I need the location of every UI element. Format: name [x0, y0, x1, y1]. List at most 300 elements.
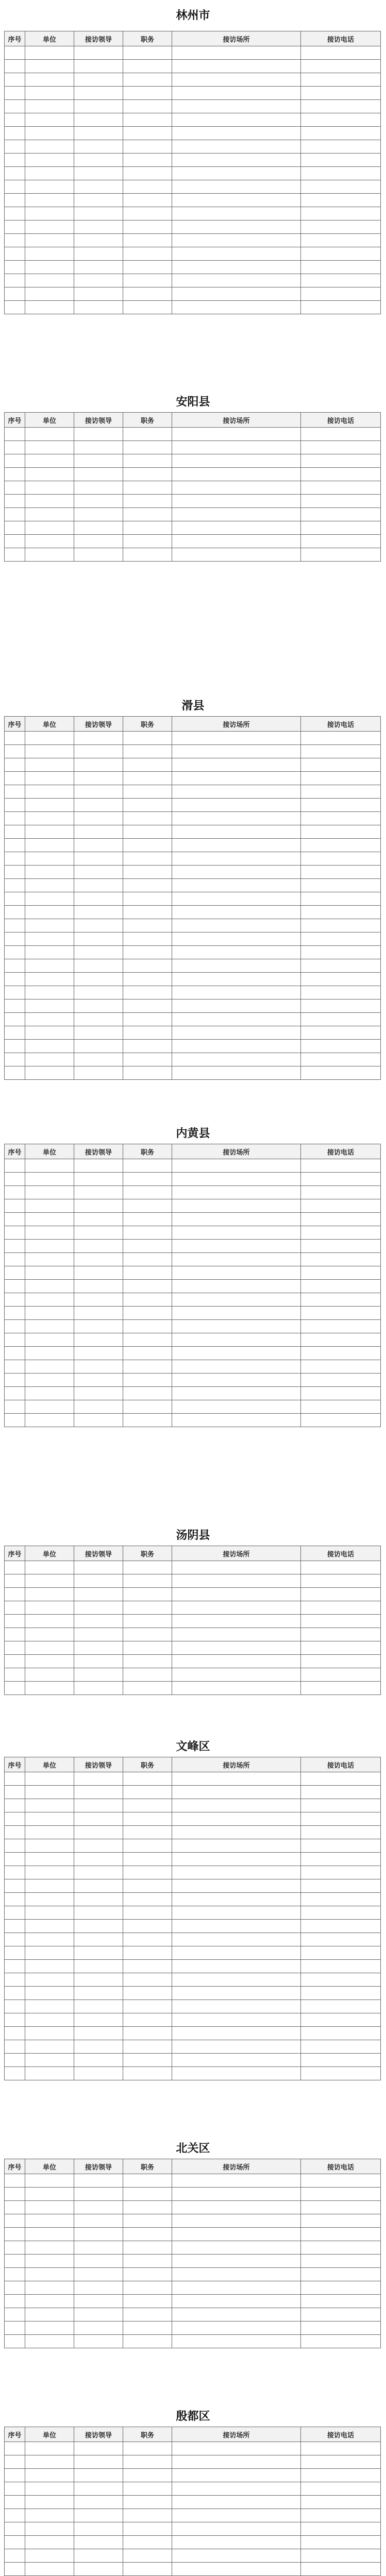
table-row: [5, 879, 381, 892]
table-cell: [74, 906, 123, 919]
table-cell: [172, 2496, 301, 2509]
table-row: [5, 745, 381, 758]
column-header: 接访领导: [74, 2427, 123, 2442]
table-cell: [25, 234, 74, 247]
table-cell: [25, 745, 74, 758]
table-row: [5, 2268, 381, 2281]
table-cell: [5, 2241, 25, 2255]
table-cell: [25, 441, 74, 454]
column-header: 接访领导: [74, 1546, 123, 1561]
table-row: [5, 1347, 381, 1360]
table-cell: [123, 1013, 172, 1026]
table-cell: [123, 1159, 172, 1173]
table-cell: [25, 2214, 74, 2228]
table-cell: [5, 892, 25, 906]
table-cell: [301, 1186, 381, 1199]
table-cell: [74, 2549, 123, 2563]
table-cell: [5, 812, 25, 825]
table-cell: [172, 1159, 301, 1173]
table-row: [5, 234, 381, 247]
table-cell: [74, 2442, 123, 2455]
table-cell: [301, 2442, 381, 2455]
table-cell: [301, 247, 381, 261]
table-cell: [172, 1561, 301, 1574]
table-cell: [25, 852, 74, 866]
table-cell: [25, 2335, 74, 2348]
table-cell: [301, 60, 381, 73]
table-cell: [25, 87, 74, 100]
table-cell: [5, 839, 25, 852]
table-cell: [172, 852, 301, 866]
table-row: [5, 1400, 381, 1414]
table-row: [5, 1333, 381, 1347]
table-cell: [74, 221, 123, 234]
column-header: 序号: [5, 413, 25, 428]
table-cell: [172, 1960, 301, 1973]
table-row: [5, 1293, 381, 1307]
table-cell: [5, 745, 25, 758]
table-cell: [123, 1946, 172, 1960]
table-cell: [5, 1013, 25, 1026]
table-cell: [301, 495, 381, 508]
table-row: [5, 2174, 381, 2188]
table-cell: [74, 2455, 123, 2469]
table-row: [5, 1040, 381, 1053]
table-cell: [123, 1320, 172, 1333]
table-cell: [123, 1987, 172, 2000]
table-cell: [172, 428, 301, 441]
table-cell: [301, 261, 381, 274]
table-cell: [301, 167, 381, 180]
table-cell: [123, 732, 172, 745]
table-cell: [5, 481, 25, 495]
table-cell: [123, 140, 172, 154]
table-row: [5, 2255, 381, 2268]
table-cell: [301, 1668, 381, 1682]
table-cell: [5, 919, 25, 933]
table-cell: [74, 799, 123, 812]
table-cell: [172, 2335, 301, 2348]
table-cell: [123, 1655, 172, 1668]
table-cell: [74, 2027, 123, 2040]
column-header: 接访电话: [301, 1757, 381, 1772]
table-cell: [5, 234, 25, 247]
table-cell: [5, 2013, 25, 2027]
table-cell: [172, 234, 301, 247]
table-cell: [74, 2509, 123, 2522]
table-cell: [74, 2228, 123, 2241]
table-cell: [123, 1374, 172, 1387]
table-cell: [74, 1173, 123, 1186]
table-cell: [25, 785, 74, 799]
roster-section: [0, 1123, 386, 1427]
table-cell: [5, 1159, 25, 1173]
table-cell: [301, 127, 381, 140]
table-cell: [25, 154, 74, 167]
table-row: [5, 508, 381, 521]
table-cell: [74, 1772, 123, 1786]
table-row: [5, 1240, 381, 1253]
table-row: [5, 2228, 381, 2241]
table-row: [5, 973, 381, 986]
table-row: [5, 1879, 381, 1893]
table-cell: [172, 1906, 301, 1920]
table-cell: [172, 495, 301, 508]
table-cell: [25, 2281, 74, 2295]
column-header: 序号: [5, 31, 25, 46]
column-header: 接访电话: [301, 2427, 381, 2442]
table-cell: [25, 274, 74, 287]
table-cell: [123, 745, 172, 758]
table-header-row: [5, 31, 381, 46]
roster-section: [0, 2138, 386, 2348]
table-cell: [301, 2013, 381, 2027]
table-row: [5, 2241, 381, 2255]
table-cell: [123, 428, 172, 441]
table-cell: [123, 2013, 172, 2027]
table-cell: [74, 2308, 123, 2321]
table-header-row: [5, 717, 381, 732]
table-cell: [5, 772, 25, 785]
table-cell: [301, 2522, 381, 2536]
table-cell: [74, 2536, 123, 2549]
table-cell: [25, 481, 74, 495]
table-row: [5, 1987, 381, 2000]
table-cell: [74, 1266, 123, 1280]
table-row: [5, 959, 381, 973]
table-cell: [74, 1307, 123, 1320]
table-row: [5, 2000, 381, 2013]
table-cell: [74, 1786, 123, 1799]
table-cell: [301, 812, 381, 825]
table-row: [5, 2482, 381, 2496]
table-cell: [123, 2563, 172, 2576]
table-cell: [301, 140, 381, 154]
table-cell: [5, 207, 25, 221]
table-cell: [123, 1786, 172, 1799]
table-cell: [123, 274, 172, 287]
table-cell: [301, 113, 381, 127]
table-cell: [5, 732, 25, 745]
table-cell: [301, 1987, 381, 2000]
table-cell: [74, 933, 123, 946]
table-cell: [301, 1786, 381, 1799]
table-cell: [74, 274, 123, 287]
table-cell: [123, 548, 172, 562]
table-cell: [123, 839, 172, 852]
table-cell: [74, 2496, 123, 2509]
table-cell: [25, 973, 74, 986]
roster-table: [4, 412, 381, 562]
table-cell: [301, 866, 381, 879]
table-cell: [123, 221, 172, 234]
table-cell: [74, 919, 123, 933]
table-cell: [74, 194, 123, 207]
table-cell: [5, 2214, 25, 2228]
table-cell: [172, 2268, 301, 2281]
table-cell: [301, 1879, 381, 1893]
table-row: [5, 1066, 381, 1080]
table-cell: [123, 521, 172, 535]
table-header-row: [5, 2427, 381, 2442]
table-cell: [301, 825, 381, 839]
table-cell: [25, 1839, 74, 1853]
table-row: [5, 1866, 381, 1879]
table-row: [5, 468, 381, 481]
table-cell: [301, 1374, 381, 1387]
table-cell: [74, 87, 123, 100]
table-cell: [123, 2067, 172, 2080]
table-cell: [172, 207, 301, 221]
column-header: 职务: [123, 31, 172, 46]
table-cell: [25, 2442, 74, 2455]
section-title: 汤阴县: [176, 1529, 210, 1541]
table-cell: [74, 113, 123, 127]
table-cell: [5, 2027, 25, 2040]
table-cell: [25, 1574, 74, 1588]
table-row: [5, 140, 381, 154]
table-cell: [5, 1601, 25, 1615]
table-row: [5, 1655, 381, 1668]
table-cell: [25, 60, 74, 73]
table-row: [5, 2214, 381, 2228]
table-row: [5, 839, 381, 852]
table-cell: [123, 2214, 172, 2228]
table-cell: [74, 2214, 123, 2228]
table-cell: [25, 1987, 74, 2000]
table-cell: [172, 2563, 301, 2576]
table-cell: [5, 1987, 25, 2000]
table-cell: [172, 1812, 301, 1826]
table-cell: [5, 1799, 25, 1812]
table-cell: [74, 1574, 123, 1588]
table-row: [5, 2013, 381, 2027]
table-cell: [172, 1987, 301, 2000]
section-title: 文峰区: [176, 1740, 210, 1753]
table-row: [5, 521, 381, 535]
table-cell: [74, 1588, 123, 1601]
table-cell: [172, 1973, 301, 1987]
table-cell: [301, 1641, 381, 1655]
table-cell: [25, 2268, 74, 2281]
table-cell: [123, 60, 172, 73]
table-cell: [25, 1879, 74, 1893]
section-title: 滑县: [181, 699, 205, 712]
column-header: 单位: [25, 1144, 74, 1159]
table-cell: [25, 999, 74, 1013]
table-cell: [301, 2308, 381, 2321]
table-cell: [5, 46, 25, 60]
table-cell: [5, 986, 25, 999]
table-cell: [301, 1053, 381, 1066]
table-cell: [25, 1387, 74, 1400]
table-cell: [5, 1066, 25, 1080]
table-row: [5, 1601, 381, 1615]
table-cell: [301, 2549, 381, 2563]
table-cell: [74, 2188, 123, 2201]
table-cell: [74, 1866, 123, 1879]
table-cell: [172, 892, 301, 906]
table-row: [5, 1893, 381, 1906]
column-header: 职务: [123, 413, 172, 428]
table-cell: [301, 1199, 381, 1213]
table-cell: [5, 2000, 25, 2013]
table-cell: [25, 495, 74, 508]
table-cell: [74, 1400, 123, 1414]
table-cell: [301, 1280, 381, 1293]
table-cell: [301, 745, 381, 758]
table-cell: [301, 1866, 381, 1879]
table-row: [5, 1159, 381, 1173]
table-cell: [123, 1933, 172, 1946]
column-header: 单位: [25, 717, 74, 732]
table-cell: [123, 73, 172, 87]
table-cell: [5, 1213, 25, 1226]
table-cell: [5, 2067, 25, 2080]
column-header: 职务: [123, 1144, 172, 1159]
table-cell: [172, 508, 301, 521]
table-cell: [301, 2027, 381, 2040]
table-row: [5, 1946, 381, 1960]
table-cell: [5, 1786, 25, 1799]
table-cell: [123, 799, 172, 812]
table-cell: [5, 1641, 25, 1655]
table-row: [5, 1320, 381, 1333]
table-cell: [172, 1026, 301, 1040]
table-cell: [172, 1853, 301, 1866]
table-cell: [301, 1293, 381, 1307]
table-cell: [301, 2214, 381, 2228]
table-row: [5, 87, 381, 100]
table-cell: [301, 1307, 381, 1320]
table-cell: [123, 1960, 172, 1973]
table-row: [5, 1026, 381, 1040]
table-row: [5, 1199, 381, 1213]
table-row: [5, 2563, 381, 2576]
table-cell: [74, 454, 123, 468]
table-cell: [123, 167, 172, 180]
table-cell: [25, 1026, 74, 1040]
table-cell: [74, 1973, 123, 1987]
table-cell: [172, 1053, 301, 1066]
table-cell: [301, 508, 381, 521]
table-cell: [301, 2496, 381, 2509]
table-cell: [123, 1906, 172, 1920]
table-cell: [301, 2335, 381, 2348]
table-cell: [74, 1026, 123, 1040]
table-cell: [123, 100, 172, 113]
table-cell: [74, 1414, 123, 1427]
table-cell: [74, 785, 123, 799]
table-cell: [301, 2174, 381, 2188]
table-cell: [25, 1615, 74, 1628]
table-cell: [123, 1561, 172, 1574]
table-cell: [25, 1893, 74, 1906]
table-cell: [301, 234, 381, 247]
table-row: [5, 1682, 381, 1695]
table-cell: [5, 247, 25, 261]
table-cell: [123, 785, 172, 799]
table-cell: [123, 1266, 172, 1280]
table-cell: [25, 1628, 74, 1641]
table-cell: [5, 2281, 25, 2295]
table-row: [5, 2442, 381, 2455]
table-cell: [301, 1973, 381, 1987]
table-cell: [301, 986, 381, 999]
table-cell: [5, 1374, 25, 1387]
table-header-row: [5, 1546, 381, 1561]
table-cell: [172, 1320, 301, 1333]
table-cell: [123, 2000, 172, 2013]
table-cell: [74, 154, 123, 167]
table-cell: [25, 2496, 74, 2509]
table-cell: [123, 1040, 172, 1053]
table-cell: [5, 2295, 25, 2308]
table-cell: [123, 1799, 172, 1812]
table-cell: [301, 535, 381, 548]
table-row: [5, 287, 381, 301]
table-cell: [301, 207, 381, 221]
table-cell: [74, 1879, 123, 1893]
table-cell: [301, 46, 381, 60]
table-cell: [301, 2482, 381, 2496]
table-cell: [172, 73, 301, 87]
table-cell: [123, 1812, 172, 1826]
table-cell: [123, 959, 172, 973]
table-cell: [74, 1933, 123, 1946]
table-cell: [5, 1026, 25, 1040]
table-cell: [74, 2067, 123, 2080]
table-cell: [25, 127, 74, 140]
table-cell: [301, 87, 381, 100]
table-cell: [74, 1682, 123, 1695]
table-cell: [172, 140, 301, 154]
table-cell: [172, 548, 301, 562]
table-cell: [172, 468, 301, 481]
table-cell: [123, 1199, 172, 1213]
table-cell: [74, 745, 123, 758]
table-cell: [74, 1799, 123, 1812]
table-row: [5, 2496, 381, 2509]
table-cell: [5, 1946, 25, 1960]
table-cell: [25, 100, 74, 113]
table-cell: [172, 1786, 301, 1799]
table-cell: [5, 1173, 25, 1186]
table-cell: [123, 207, 172, 221]
table-cell: [172, 1360, 301, 1374]
column-header: 序号: [5, 717, 25, 732]
table-row: [5, 852, 381, 866]
table-row: [5, 799, 381, 812]
table-cell: [5, 2482, 25, 2496]
table-cell: [301, 1226, 381, 1240]
table-cell: [301, 772, 381, 785]
table-cell: [5, 1226, 25, 1240]
table-cell: [74, 2241, 123, 2255]
table-cell: [5, 221, 25, 234]
table-cell: [123, 892, 172, 906]
table-cell: [172, 2228, 301, 2241]
table-cell: [25, 1253, 74, 1266]
table-cell: [301, 892, 381, 906]
table-cell: [5, 1668, 25, 1682]
table-row: [5, 2188, 381, 2201]
table-cell: [301, 1159, 381, 1173]
table-cell: [172, 180, 301, 194]
table-row: [5, 946, 381, 959]
table-cell: [301, 2228, 381, 2241]
table-cell: [123, 1920, 172, 1933]
